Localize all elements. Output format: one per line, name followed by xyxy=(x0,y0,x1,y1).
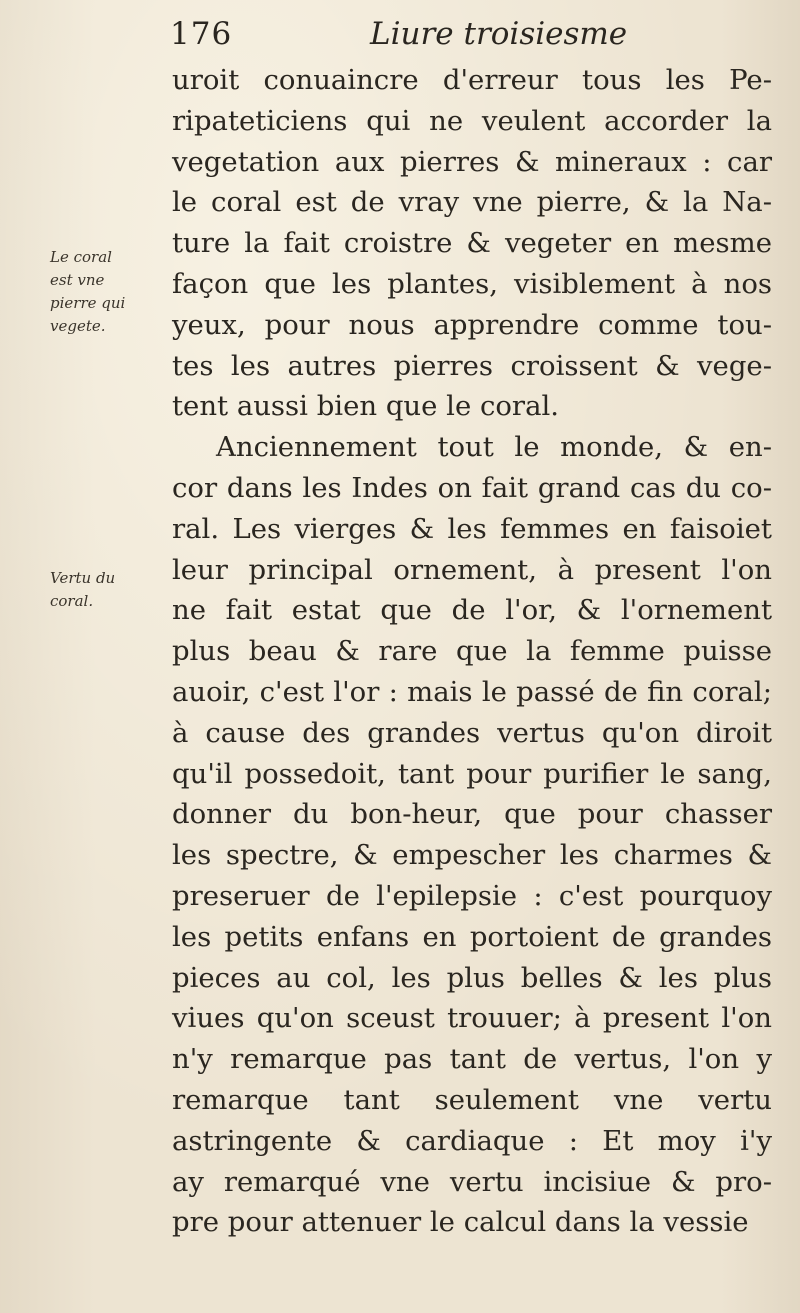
text-line: façon que les plantes, visiblement à nos xyxy=(172,267,772,300)
text-line: pre pour attenuer le calcul dans la vessie xyxy=(172,1206,749,1239)
text-line: remarque tant seulement vne vertu xyxy=(172,1083,772,1116)
text-line: leur principal ornement, à present l'on xyxy=(172,553,772,586)
running-title: Liure troisiesme xyxy=(370,16,628,52)
text-line: pieces au col, les plus belles & les plus xyxy=(172,961,772,994)
text-line: Anciennement tout le monde, & en- xyxy=(216,431,772,464)
text-line: les spectre, & empescher les charmes & xyxy=(172,839,772,872)
text-line: donner du bon-heur, que pour chasser xyxy=(172,798,772,831)
page-header xyxy=(170,14,770,62)
margin-note-line: pierre qui xyxy=(50,294,126,312)
text-line: à cause des grandes vertus qu'on diroit xyxy=(172,716,772,749)
text-line: astringente & cardiaque : Et moy i'y xyxy=(172,1124,772,1157)
margin-note-line: Le coral xyxy=(50,248,112,266)
text-line: qu'il possedoit, tant pour purifier le sang, xyxy=(172,757,772,790)
text-line: tes les autres pierres croissent & vege- xyxy=(172,349,772,382)
text-line: viues qu'on sceust trouuer; à present l'on xyxy=(172,1002,772,1035)
margin-note-coral-pierre xyxy=(50,246,160,338)
text-line: ne fait estat que de l'or, & l'ornement xyxy=(172,594,772,627)
text-line: ral. Les vierges & les femmes en faisoiet xyxy=(172,512,772,545)
margin-note-line: vegete. xyxy=(50,317,106,335)
text-line: ay remarqué vne vertu incisiue & pro- xyxy=(172,1165,772,1198)
body-text xyxy=(172,60,772,1243)
margin-note-line: coral. xyxy=(50,592,94,610)
text-line: auoir, c'est l'or : mais le passé de fin coral; xyxy=(172,675,772,708)
text-line: cor dans les Indes on fait grand cas du co- xyxy=(172,471,772,504)
margin-note-vertu-coral xyxy=(50,567,160,613)
text-line: vegetation aux pierres & mineraux : car xyxy=(172,145,772,178)
text-line: tent aussi bien que le coral. xyxy=(172,390,560,423)
margin-note-line: est vne xyxy=(50,271,105,289)
margin-note-line: Vertu du xyxy=(50,569,116,587)
text-line: preseruer de l'epilepsie : c'est pourquoy xyxy=(172,879,772,912)
text-line: plus beau & rare que la femme puisse xyxy=(172,635,772,668)
text-line: ripateticiens qui ne veulent accorder la xyxy=(172,104,772,137)
text-line: le coral est de vray vne pierre, & la Na- xyxy=(172,186,772,219)
text-line: yeux, pour nous apprendre comme tou- xyxy=(172,308,772,341)
text-line: n'y remarque pas tant de vertus, l'on y xyxy=(172,1043,772,1076)
page-number: 176 xyxy=(170,16,233,52)
text-line: uroit conuaincre d'erreur tous les Pe- xyxy=(172,64,772,96)
text-line: ture la fait croistre & vegeter en mesme xyxy=(172,227,772,260)
text-line: les petits enfans en portoient de grandes xyxy=(172,920,772,953)
